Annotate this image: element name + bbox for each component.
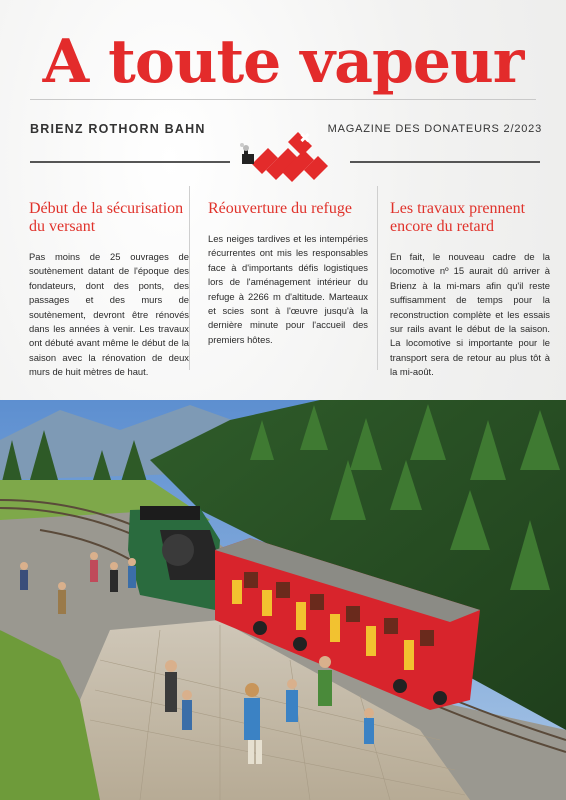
article-body: Pas moins de 25 ouvrages de soutènement datant de l'époque des fondateurs, dont des ponts, des passages et des murs de soutènement, devront être rénovés dans les années à venir. Les travaux ont débuté avant même le début de la saison avec la rénovation de deux murs de huit mètres de haut. (29, 251, 189, 378)
article-3 (390, 200, 550, 380)
article-heading: Réouverture du refuge (208, 200, 352, 217)
article-heading: Les travaux prennent encore du retard (390, 200, 526, 235)
column-divider (377, 186, 378, 370)
article-body: Les neiges tardives et les intempéries récurrentes ont mis les responsables face à d'importants défis logistiques lors de l'aménagement intérieur du refuge à 2266 m d'altitude. Marteaux et scies sont à l'œuvre jusqu'à la dernière minute pour l'accueil des premiers hôtes. (208, 233, 368, 345)
issue-label: MAGAZINE DES DONATEURS 2/2023 (327, 123, 542, 135)
header-rule-left (30, 161, 230, 163)
brienz-rothorn-bahn-logo-icon (238, 122, 332, 190)
steam-train-photo (0, 400, 566, 800)
column-divider (189, 186, 190, 370)
article-body: En fait, le nouveau cadre de la locomotive nº 15 aurait dû arriver à Brienz à la mi-mars afin qu'il reste suffisamment de temps pour la reconstruction complète et les essais sur rails avant le début de la saison. La locomotive si importante pour le transport sera de retour au plus tôt à la mi-août. (390, 251, 550, 378)
article-2 (208, 200, 368, 347)
article-heading: Début de la sécurisation du versant (29, 200, 184, 235)
header-rule-right (350, 161, 540, 163)
article-1 (29, 200, 189, 380)
masthead-rule (30, 99, 536, 100)
masthead-title: A toute vapeur (42, 27, 524, 97)
publisher-label: BRIENZ ROTHORN BAHN (30, 122, 206, 136)
